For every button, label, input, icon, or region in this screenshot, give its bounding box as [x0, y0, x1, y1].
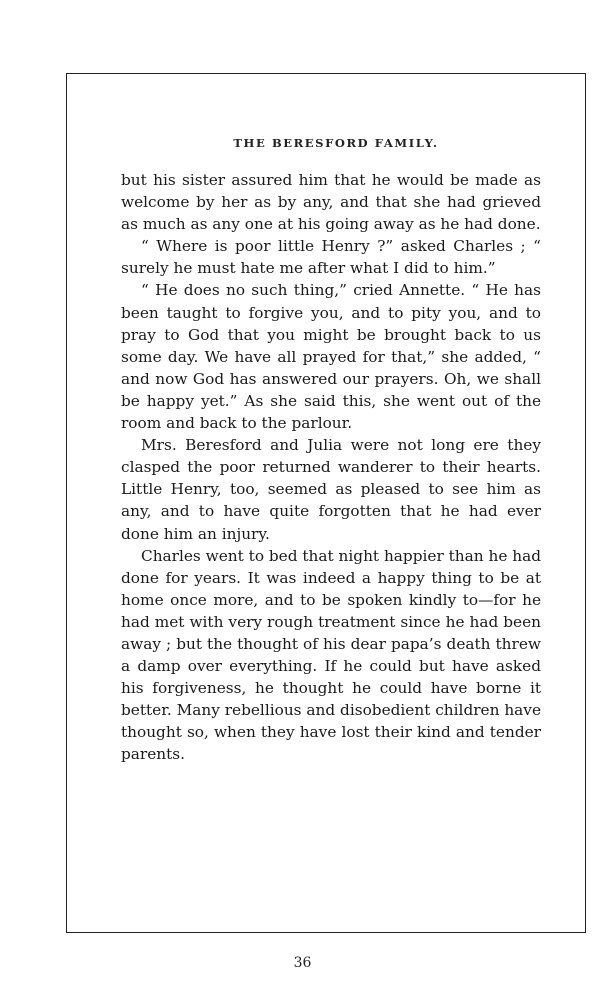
- running-head: THE BERESFORD FAMILY.: [233, 136, 439, 150]
- paragraph: “ He does no such thing,” cried Annette. “ He has been taught to forgive you, and to pity you, and to pray to God that you might be brought back to us some day. We have all prayed for that,” she added, “ and now God has answered our prayers. Oh, we shall be happy yet.” As she said this, she went out of the room and back to the parlour.: [121, 281, 541, 433]
- page-number: 36: [293, 955, 312, 971]
- paragraph: Charles went to bed that night happier than he had done for years. It was indeed a happy thing to be at home once more, and to be spoken kindly to—for he had met with very rough treatment since he had been away ; but the thought of his dear papa’s death threw a damp over everything. If he could but have asked his forgiveness, he thought he could have borne it better. Many rebellious and disobedient children have thought so, when they have lost their kind and tender parents.: [121, 546, 541, 764]
- paragraph: Mrs. Beresford and Julia were not long ere they clasped the poor returned wanderer to their hearts. Little Henry, too, seemed as pleased to see him as any, and to have quite forgotten that he had ever done him an injury.: [121, 436, 541, 543]
- paragraph: but his sister assured him that he would be made as welcome by her as by any, and that she had grieved as much as any one at his going away as he had done.: [121, 171, 541, 234]
- body-text: [121, 169, 541, 766]
- paragraph: “ Where is poor little Henry ?” asked Charles ; “ surely he must hate me after what I did to him.”: [121, 237, 541, 278]
